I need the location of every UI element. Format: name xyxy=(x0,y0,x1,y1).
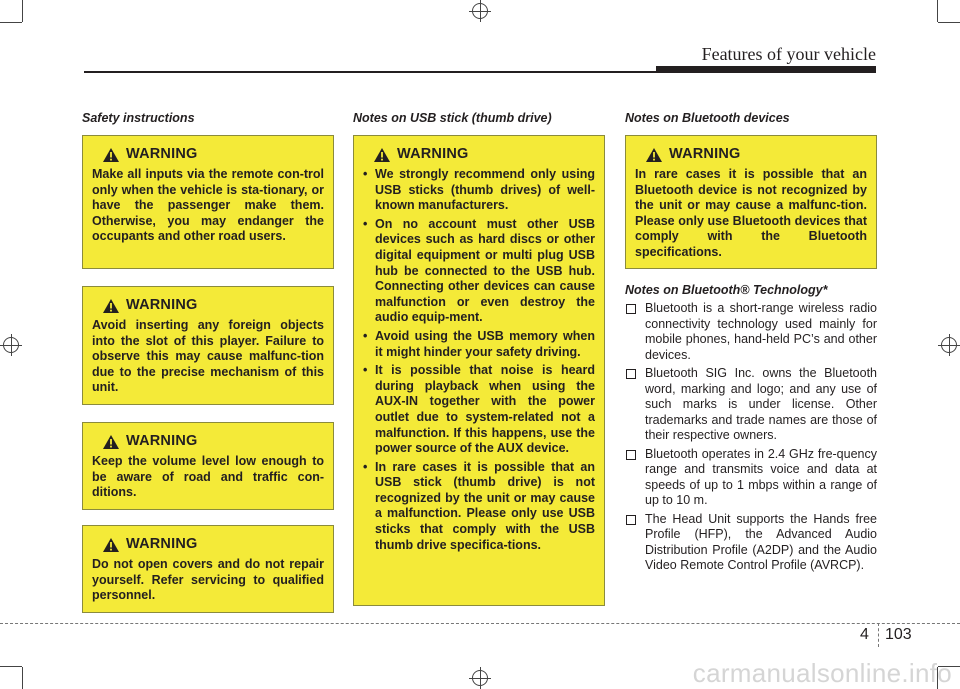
warning-label: WARNING xyxy=(669,146,741,163)
list-item: The Head Unit supports the Hands free Profile (HFP), the Advanced Audio Distribution Profile (A2DP) and the Audio Video Remote Control Profile (AVRCP). xyxy=(625,512,877,574)
footer-rule xyxy=(0,623,960,624)
warning-box-volume xyxy=(82,422,334,510)
header-rule xyxy=(84,71,656,73)
registration-mark-right xyxy=(938,334,960,356)
crop-mark xyxy=(0,666,22,667)
list-item: Bluetooth operates in 2.4 GHz fre-quency range and transmits voice and data at speeds of up to 1 mbps within a range of up to 10 m. xyxy=(625,447,877,509)
column-safety-instructions xyxy=(82,110,334,613)
header-rule-accent xyxy=(656,66,876,73)
bluetooth-notes-list xyxy=(625,301,877,574)
watermark: carmanualsonline.info xyxy=(692,658,952,688)
warning-label: WARNING xyxy=(126,433,198,450)
section-title-bluetooth: Notes on Bluetooth devices xyxy=(625,111,790,125)
usb-warning-list xyxy=(363,167,595,553)
warning-box-foreign-objects xyxy=(82,286,334,405)
checkbox-bullet-icon xyxy=(626,369,636,379)
warning-triangle-icon xyxy=(102,537,120,553)
list-item: • On no account must other USB devices such as hard discs or other digital equipment or multi plug USB hub be connected to the USB hub. Connecting other devices can cause malfunction or even destroy the audio equip-ment. xyxy=(363,217,595,326)
warning-box-covers xyxy=(82,525,334,613)
warning-triangle-icon xyxy=(102,298,120,314)
list-item: • It is possible that noise is heard during playback when using the AUX-IN together with the power outlet due to system-related not a malfunction. If this happens, use the power source of the AUX device. xyxy=(363,363,595,457)
warning-triangle-icon xyxy=(102,434,120,450)
list-item: Bluetooth SIG Inc. owns the Bluetooth word, marking and logo; and any use of such marks is under license. Other trademarks and trade names are those of their respective owners. xyxy=(625,366,877,444)
column-bluetooth xyxy=(625,110,877,577)
checkbox-bullet-icon xyxy=(626,515,636,525)
registration-mark-bottom xyxy=(469,667,491,689)
warning-text: Do not open covers and do not repair yourself. Refer servicing to qualified personnel. xyxy=(92,557,324,603)
crop-mark xyxy=(938,22,960,23)
warning-box-bluetooth xyxy=(625,135,877,269)
list-item: • In rare cases it is possible that an USB stick (thumb drive) is not recognized by the unit or may cause a malfunction. Please only use USB sticks that comply with the USB thumb drive specifica-tions. xyxy=(363,460,595,554)
header-title: Features of your vehicle xyxy=(701,44,876,64)
warning-triangle-icon xyxy=(102,147,120,163)
warning-box-usb xyxy=(353,135,605,606)
crop-mark xyxy=(22,667,23,689)
crop-mark xyxy=(937,0,938,22)
warning-text: Keep the volume level low enough to be aware of road and traffic con-ditions. xyxy=(92,454,324,500)
section-title-safety: Safety instructions xyxy=(82,111,195,125)
warning-box-remote-control xyxy=(82,135,334,269)
subsection-title-bluetooth-technology: Notes on Bluetooth® Technology* xyxy=(625,283,828,297)
warning-label: WARNING xyxy=(126,297,198,314)
section-title-usb: Notes on USB stick (thumb drive) xyxy=(353,111,552,125)
crop-mark xyxy=(0,22,22,23)
page-number: 103 xyxy=(885,626,912,643)
registration-mark-top xyxy=(469,0,491,22)
warning-label: WARNING xyxy=(126,146,198,163)
footer-divider xyxy=(878,623,880,647)
registration-mark-left xyxy=(0,334,22,356)
warning-label: WARNING xyxy=(126,536,198,553)
checkbox-bullet-icon xyxy=(626,450,636,460)
column-usb-stick xyxy=(353,110,605,606)
chapter-number: 4 xyxy=(860,626,869,643)
warning-triangle-icon xyxy=(373,147,391,163)
warning-text: In rare cases it is possible that an Bluetooth device is not recognized by the unit or may cause a malfunc-tion. Please only use Bluetooth devices that comply with the Bluetooth specifications. xyxy=(635,167,867,259)
warning-text: Avoid inserting any foreign objects into the slot of this player. Failure to observe this may cause malfunc-tion due to the precise mechanism of this unit. xyxy=(92,318,324,395)
warning-label: WARNING xyxy=(397,146,469,163)
warning-triangle-icon xyxy=(645,147,663,163)
list-item: • We strongly recommend only using USB sticks (thumb drives) of well-known manufacturers. xyxy=(363,167,595,214)
list-item: • Avoid using the USB memory when it might hinder your safety driving. xyxy=(363,329,595,360)
crop-mark xyxy=(22,0,23,22)
checkbox-bullet-icon xyxy=(626,304,636,314)
list-item: Bluetooth is a short-range wireless radio connectivity technology used mainly for mobile phones, hand-held PC’s and other devices. xyxy=(625,301,877,363)
warning-text: Make all inputs via the remote con-trol only when the vehicle is sta-tionary, or have the passenger make them. Otherwise, you may endanger the occupants and other road users. xyxy=(92,167,324,244)
